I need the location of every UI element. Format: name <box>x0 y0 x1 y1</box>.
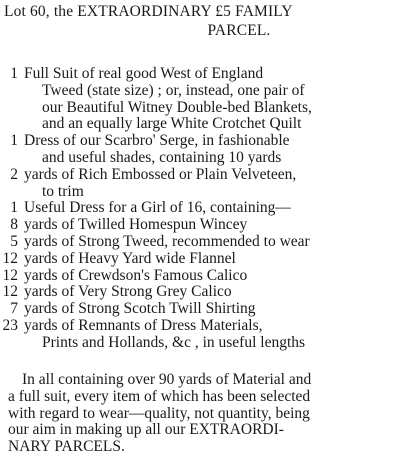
description-line: Tweed (state size) ; or, instead, one pair of <box>42 81 305 99</box>
list-item <box>0 268 418 285</box>
item-quantity: 23 <box>2 316 18 334</box>
item-quantity: 1 <box>10 132 18 150</box>
item-description <box>24 234 418 251</box>
lot-heading <box>4 2 414 40</box>
description-line: yards of Strong Scotch Twill Shirting <box>24 300 256 318</box>
description-line: Dress of our Scarbro' Serge, in fashionable <box>24 132 290 150</box>
item-description <box>24 301 418 318</box>
description-line: yards of Rich Embossed or Plain Velveteen, <box>24 165 297 183</box>
closing-paragraph <box>8 372 410 456</box>
description-line: and an equally large White Crotchet Quilt <box>42 115 302 133</box>
item-quantity: 12 <box>2 283 18 301</box>
item-quantity: 1 <box>10 65 18 82</box>
list-item <box>0 284 418 301</box>
list-item <box>0 66 418 133</box>
item-quantity: 12 <box>2 249 18 267</box>
item-quantity: 1 <box>10 199 18 217</box>
heading-line-1: Lot 60, the EXTRAORDINARY £5 FAMILY <box>4 3 293 20</box>
closing-line: In all containing over 90 yards of Material and <box>22 371 312 388</box>
list-item <box>0 301 418 318</box>
description-line: yards of Heavy Yard wide Flannel <box>24 249 236 267</box>
list-item <box>0 318 418 352</box>
item-description <box>24 217 418 234</box>
description-line: yards of Crewdson's Famous Calico <box>24 266 248 284</box>
parcel-contents-list <box>0 66 418 352</box>
closing-line: our aim in making up all our EXTRAORDI- <box>8 421 284 439</box>
description-line: Useful Dress for a Girl of 16, containing— <box>24 199 291 217</box>
list-item <box>0 200 418 217</box>
item-description <box>24 200 418 217</box>
description-line: and useful shades, containing 10 yards <box>42 148 282 166</box>
description-line: yards of Remnants of Dress Materials, <box>24 316 263 334</box>
item-description <box>24 66 418 133</box>
description-line: Full Suit of real good West of England <box>24 65 264 82</box>
item-description <box>24 284 418 301</box>
list-item <box>0 167 418 201</box>
description-line: yards of Very Strong Grey Calico <box>24 283 232 301</box>
description-line: to trim <box>42 182 84 200</box>
description-line: Prints and Hollands, &c , in useful lengths <box>42 333 306 351</box>
item-quantity: 12 <box>2 266 18 284</box>
list-item <box>0 234 418 251</box>
item-description <box>24 268 418 285</box>
item-description <box>24 318 418 352</box>
item-quantity: 8 <box>10 216 18 234</box>
description-line: yards of Twilled Homespun Wincey <box>24 216 248 234</box>
item-quantity: 7 <box>10 300 18 318</box>
list-item <box>0 133 418 167</box>
list-item <box>0 251 418 268</box>
closing-line: with regard to wear—quality, not quantity, being <box>8 404 310 422</box>
description-line: our Beautiful Witney Double-bed Blankets, <box>42 98 312 116</box>
closing-line: NARY PARCELS. <box>8 438 125 456</box>
item-quantity: 5 <box>10 232 18 250</box>
item-description <box>24 133 418 167</box>
heading-line-2: PARCEL. <box>207 22 271 39</box>
list-item <box>0 217 418 234</box>
closing-line: a full suit, every item of which has been selected <box>8 387 311 405</box>
description-line: yards of Strong Tweed, recommended to wear <box>24 232 310 250</box>
item-description <box>24 251 418 268</box>
item-description <box>24 167 418 201</box>
item-quantity: 2 <box>10 165 18 183</box>
